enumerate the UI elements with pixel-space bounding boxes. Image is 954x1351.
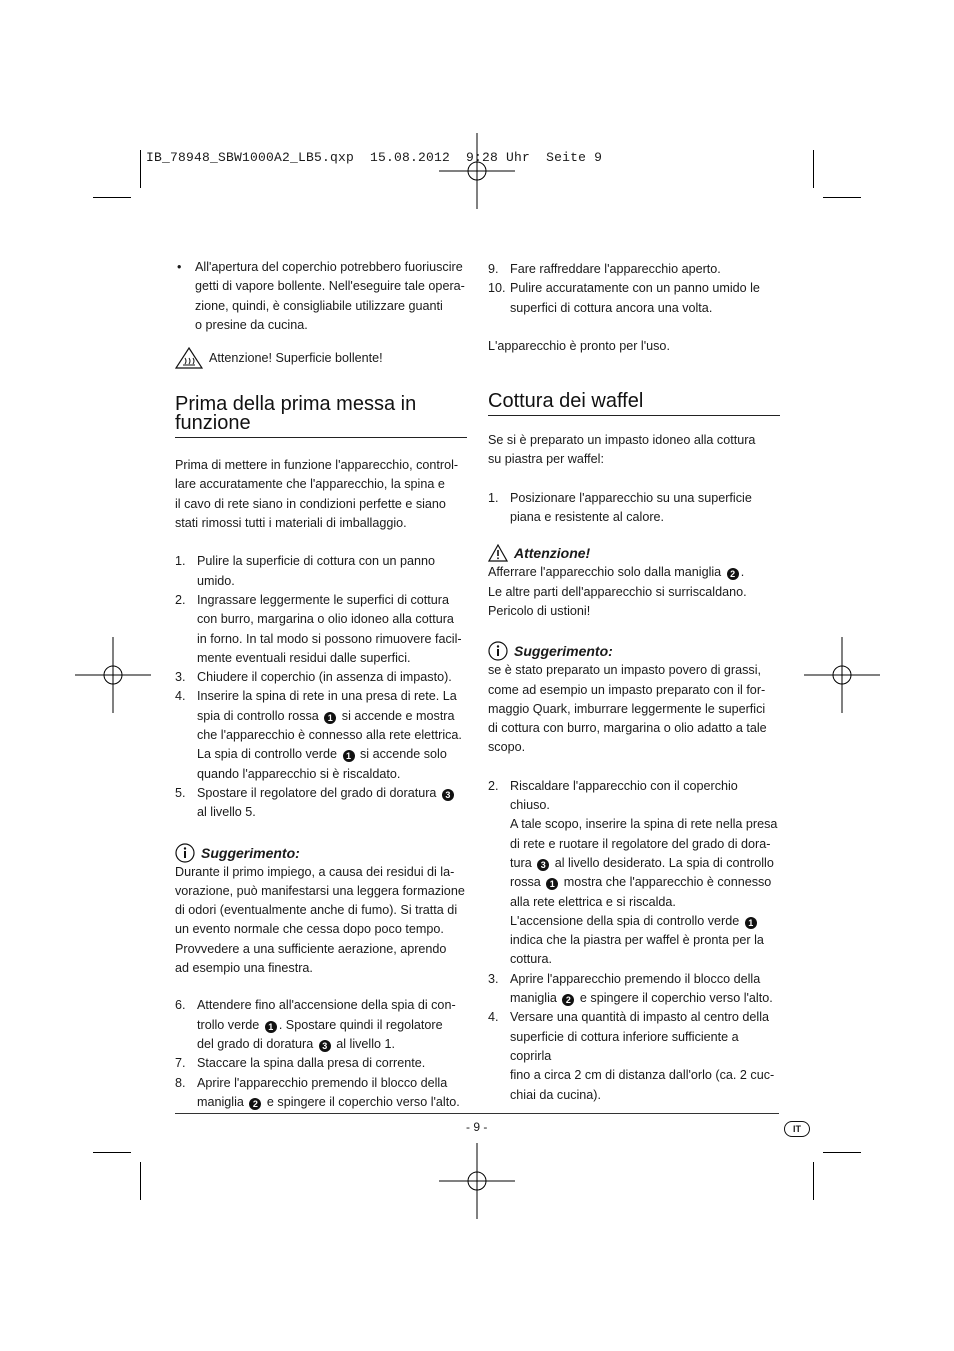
- crop-mark: [140, 1162, 141, 1200]
- text-line: rossa 1 mostra che l'apparecchio è connesso: [510, 875, 772, 890]
- indicator-number-badge: 1: [343, 750, 355, 762]
- text-line: Attendere fino all'accensione della spia di con-: [197, 998, 456, 1013]
- crop-mark: [140, 150, 141, 188]
- text-line: su piastra per waffel:: [488, 452, 604, 467]
- text-line: alla rete elettrica e si riscalda.: [510, 894, 676, 909]
- list-item-text: [510, 1008, 780, 1104]
- list-item: [175, 1054, 467, 1073]
- registration-mark-top: [439, 133, 515, 209]
- text-line: lare accuratamente che l'apparecchio, la spina e: [175, 477, 445, 492]
- text-line: mente eventuali residui dalle superfici.: [197, 650, 411, 665]
- list-item: [175, 552, 467, 591]
- indicator-number-badge: 2: [249, 1098, 261, 1110]
- text-line: tura 3 al livello desiderato. La spia di controllo: [510, 855, 774, 870]
- text-line: superfici di cottura ancora una volta.: [510, 300, 713, 315]
- text-line: vorazione, può manifestarsi una leggera formazione: [175, 883, 465, 898]
- text-line: Pulire accuratamente con un panno umido le: [510, 281, 760, 296]
- heading-line: funzione: [175, 412, 251, 435]
- list-item: [175, 1074, 467, 1113]
- registration-mark-left: [75, 637, 151, 713]
- text-line: del grado di doratura 3 al livello 1.: [197, 1036, 396, 1051]
- text-line: Posizionare l'apparecchio su una superficie: [510, 490, 752, 505]
- intro-paragraph: [175, 456, 467, 533]
- bullet-text: [195, 258, 465, 335]
- list-number: 3.: [175, 670, 186, 685]
- list-number: 4.: [488, 1010, 499, 1025]
- list-item-text: [197, 552, 435, 591]
- text-line: stati rimossi tutti i materiali di imballaggio.: [175, 516, 407, 531]
- steps-list: [175, 996, 467, 1112]
- list-item-text: [197, 1054, 425, 1073]
- list-item-text: [510, 777, 780, 970]
- text-line: di odori (eventualmente anche di fumo). Si tratta di: [175, 903, 458, 918]
- print-header: IB_78948_SBW1000A2_LB5.qxp 15.08.2012 9:28 Uhr Seite 9: [146, 150, 603, 165]
- text-line: Pulire la superficie di cottura con un panno: [197, 554, 436, 569]
- crop-mark: [823, 197, 861, 198]
- ready-text: L'apparecchio è pronto per l'uso.: [488, 338, 670, 353]
- text-line: Inserire la spina di rete in una presa di rete. La: [197, 689, 457, 704]
- text-line: maniglia 2 e spingere il coperchio verso l'alto.: [197, 1094, 460, 1109]
- text-line: ad esempio una finestra.: [175, 961, 313, 976]
- text-line: fino a circa 2 cm di distanza dall'orlo (ca. 2 cuc-: [510, 1068, 775, 1083]
- list-item: [488, 970, 780, 1009]
- tip-box: [175, 843, 467, 979]
- intro-paragraph: [488, 431, 780, 470]
- bullet-marker: •: [177, 260, 182, 274]
- tip-title: Suggerimento:: [201, 844, 300, 861]
- list-item: [488, 1008, 780, 1104]
- steps-list: [488, 260, 780, 318]
- text-line: il cavo di rete siano in condizioni perfette e siano: [175, 496, 446, 511]
- heading-line: Cottura dei waffel: [488, 390, 644, 413]
- list-number: 2.: [175, 592, 186, 607]
- list-item: [175, 591, 467, 668]
- text-line: Fare raffreddare l'apparecchio aperto.: [510, 262, 721, 276]
- text-line: o presine da cucina.: [195, 317, 308, 332]
- list-number: 1.: [488, 490, 499, 505]
- tip-text: [175, 863, 467, 979]
- text-line: cottura.: [510, 952, 552, 967]
- language-badge: IT: [784, 1121, 810, 1137]
- warning-triangle-icon: [488, 544, 508, 562]
- list-item-text: [510, 489, 752, 528]
- crop-mark: [93, 197, 131, 198]
- left-column: [175, 258, 467, 1112]
- text-line: umido.: [197, 573, 235, 588]
- warning-box: [488, 543, 780, 621]
- steps-list: [175, 552, 467, 822]
- list-item-text: [197, 668, 452, 687]
- indicator-number-badge: 3: [537, 859, 549, 871]
- steps-list: [488, 777, 780, 1105]
- text-line: superficie di cottura inferiore sufficiente a coprirla: [510, 1029, 739, 1063]
- text-line: come ad esempio un impasto preparato con il for-: [488, 682, 766, 697]
- list-item: [488, 260, 780, 279]
- list-item-text: [197, 591, 462, 668]
- indicator-number-badge: 3: [442, 789, 454, 801]
- list-item-text: [510, 260, 721, 279]
- text-line: maniglia 2 e spingere il coperchio verso l'alto.: [510, 991, 773, 1006]
- indicator-number-badge: 1: [546, 878, 558, 890]
- list-item: [175, 687, 467, 783]
- text-line: Afferrare l'apparecchio solo dalla maniglia 2 .: [488, 565, 745, 580]
- indicator-number-badge: 1: [324, 712, 336, 724]
- text-line: Versare una quantità di impasto al centro della: [510, 1010, 770, 1025]
- heading-rule: [488, 415, 780, 416]
- tip-text: [488, 661, 780, 757]
- text-line: getti di vapore bollente. Nell'eseguire tale opera-: [195, 279, 465, 294]
- text-line: se è stato preparato un impasto povero di grassi,: [488, 663, 762, 678]
- list-number: 10.: [488, 281, 506, 296]
- text-line: di cottura con burro, margarina o olio adatto a tale: [488, 721, 767, 736]
- text-line: La spia di controllo verde 1 si accende solo: [197, 747, 447, 762]
- text-line: di rete e ruotare il regolatore del grado di dora-: [510, 836, 771, 851]
- list-number: 5.: [175, 785, 186, 800]
- list-number: 7.: [175, 1056, 186, 1071]
- list-number: 6.: [175, 998, 186, 1013]
- list-number: 2.: [488, 778, 499, 793]
- list-item-text: [197, 784, 456, 823]
- list-item-text: [510, 970, 773, 1009]
- list-item: [488, 489, 780, 528]
- indicator-number-badge: 3: [319, 1040, 331, 1052]
- list-number: 9.: [488, 262, 499, 276]
- hot-warning-text: Attenzione! Superficie bollente!: [209, 350, 383, 365]
- text-line: scopo.: [488, 740, 526, 755]
- registration-mark-right: [804, 637, 880, 713]
- crop-mark: [93, 1152, 131, 1153]
- text-line: Le altre parti dell'apparecchio si surriscaldano.: [488, 584, 747, 599]
- list-item: [175, 668, 467, 687]
- indicator-number-badge: 1: [745, 917, 757, 929]
- text-line: Pericolo di ustioni!: [488, 603, 591, 618]
- list-number: 1.: [175, 554, 186, 569]
- text-line: un evento normale che cessa dopo poco tempo.: [175, 922, 444, 937]
- tip-title: Suggerimento:: [514, 643, 613, 660]
- bullet-item: [175, 258, 467, 335]
- indicator-number-badge: 2: [562, 994, 574, 1006]
- footer-rule: [175, 1113, 779, 1114]
- crop-mark: [813, 1162, 814, 1200]
- text-line: Aprire l'apparecchio premendo il blocco della: [510, 971, 761, 986]
- list-item: [488, 777, 780, 970]
- warning-heading: [488, 543, 780, 563]
- text-line: A tale scopo, inserire la spina di rete nella presa: [510, 817, 778, 832]
- list-item-text: [197, 996, 456, 1054]
- section-heading-first-use: [175, 395, 467, 438]
- warning-title: Attenzione!: [514, 545, 591, 562]
- text-line: L'accensione della spia di controllo verde 1: [510, 912, 780, 931]
- text-line: con burro, margarina o olio idoneo alla cottura: [197, 612, 454, 627]
- text-line: quando l'apparecchio si è riscaldato.: [197, 766, 401, 781]
- registration-mark-bottom: [439, 1143, 515, 1219]
- indicator-number-badge: 1: [265, 1021, 277, 1033]
- right-column: [488, 260, 780, 1105]
- text-line: al livello 5.: [197, 805, 256, 820]
- list-item: [175, 784, 467, 823]
- list-item: [488, 279, 780, 318]
- text-line: Spostare il regolatore del grado di doratura 3: [197, 784, 456, 803]
- tip-box: [488, 641, 780, 757]
- tip-heading: [488, 641, 780, 661]
- text-line: Aprire l'apparecchio premendo il blocco della: [197, 1075, 448, 1090]
- hot-surface-icon: [175, 347, 203, 369]
- list-item-text: [197, 687, 462, 783]
- text-line: piana e resistente al calore.: [510, 510, 665, 525]
- text-line: zione, quindi, è consigliabile utilizzare guanti: [195, 298, 443, 313]
- list-item-text: [510, 279, 760, 318]
- text-line: Provvedere a una sufficiente aerazione, aprendo: [175, 941, 447, 956]
- text-line: chiai da cucina).: [510, 1087, 602, 1102]
- text-line: indica che la piastra per waffel è pronta per la: [510, 933, 764, 948]
- list-number: 8.: [175, 1075, 186, 1090]
- text-line: in forno. In tal modo si possono rimuovere facil-: [197, 631, 462, 646]
- steps-list: [488, 489, 780, 528]
- text-line: Prima di mettere in funzione l'apparecchio, control-: [175, 458, 459, 473]
- list-item: [175, 996, 467, 1054]
- heading-line: Prima della prima messa in: [175, 393, 417, 416]
- list-number: 4.: [175, 689, 186, 704]
- text-line: Durante il primo impiego, a causa dei residui di la-: [175, 864, 455, 879]
- text-line: trollo verde 1 . Spostare quindi il regolatore: [197, 1017, 443, 1032]
- heading-rule: [175, 437, 467, 438]
- info-icon: [488, 641, 508, 661]
- list-item-text: [197, 1074, 460, 1113]
- text-line: Chiudere il coperchio (in assenza di impasto).: [197, 670, 452, 685]
- section-heading-waffle: [488, 392, 780, 416]
- list-number: 3.: [488, 971, 499, 986]
- text-line: Se si è preparato un impasto idoneo alla cottura: [488, 433, 756, 448]
- text-line: Riscaldare l'apparecchio con il coperchio chiuso.: [510, 778, 738, 813]
- text-line: che l'apparecchio è connesso alla rete elettrica.: [197, 728, 462, 743]
- tip-heading: [175, 843, 467, 863]
- crop-mark: [813, 150, 814, 188]
- info-icon: [175, 843, 195, 863]
- page-number: - 9 -: [466, 1120, 488, 1134]
- warning-text: [488, 563, 780, 621]
- text-line: Staccare la spina dalla presa di corrente.: [197, 1056, 426, 1071]
- crop-mark: [823, 1152, 861, 1153]
- text-line: maggio Quark, imburrare leggermente le superfici: [488, 701, 766, 716]
- hot-surface-warning: [175, 347, 467, 369]
- indicator-number-badge: 2: [727, 568, 739, 580]
- text-line: spia di controllo rossa 1 si accende e mostra: [197, 708, 455, 723]
- text-line: Ingrassare leggermente le superfici di cottura: [197, 592, 450, 607]
- text-line: All'apertura del coperchio potrebbero fuoriuscire: [195, 260, 463, 274]
